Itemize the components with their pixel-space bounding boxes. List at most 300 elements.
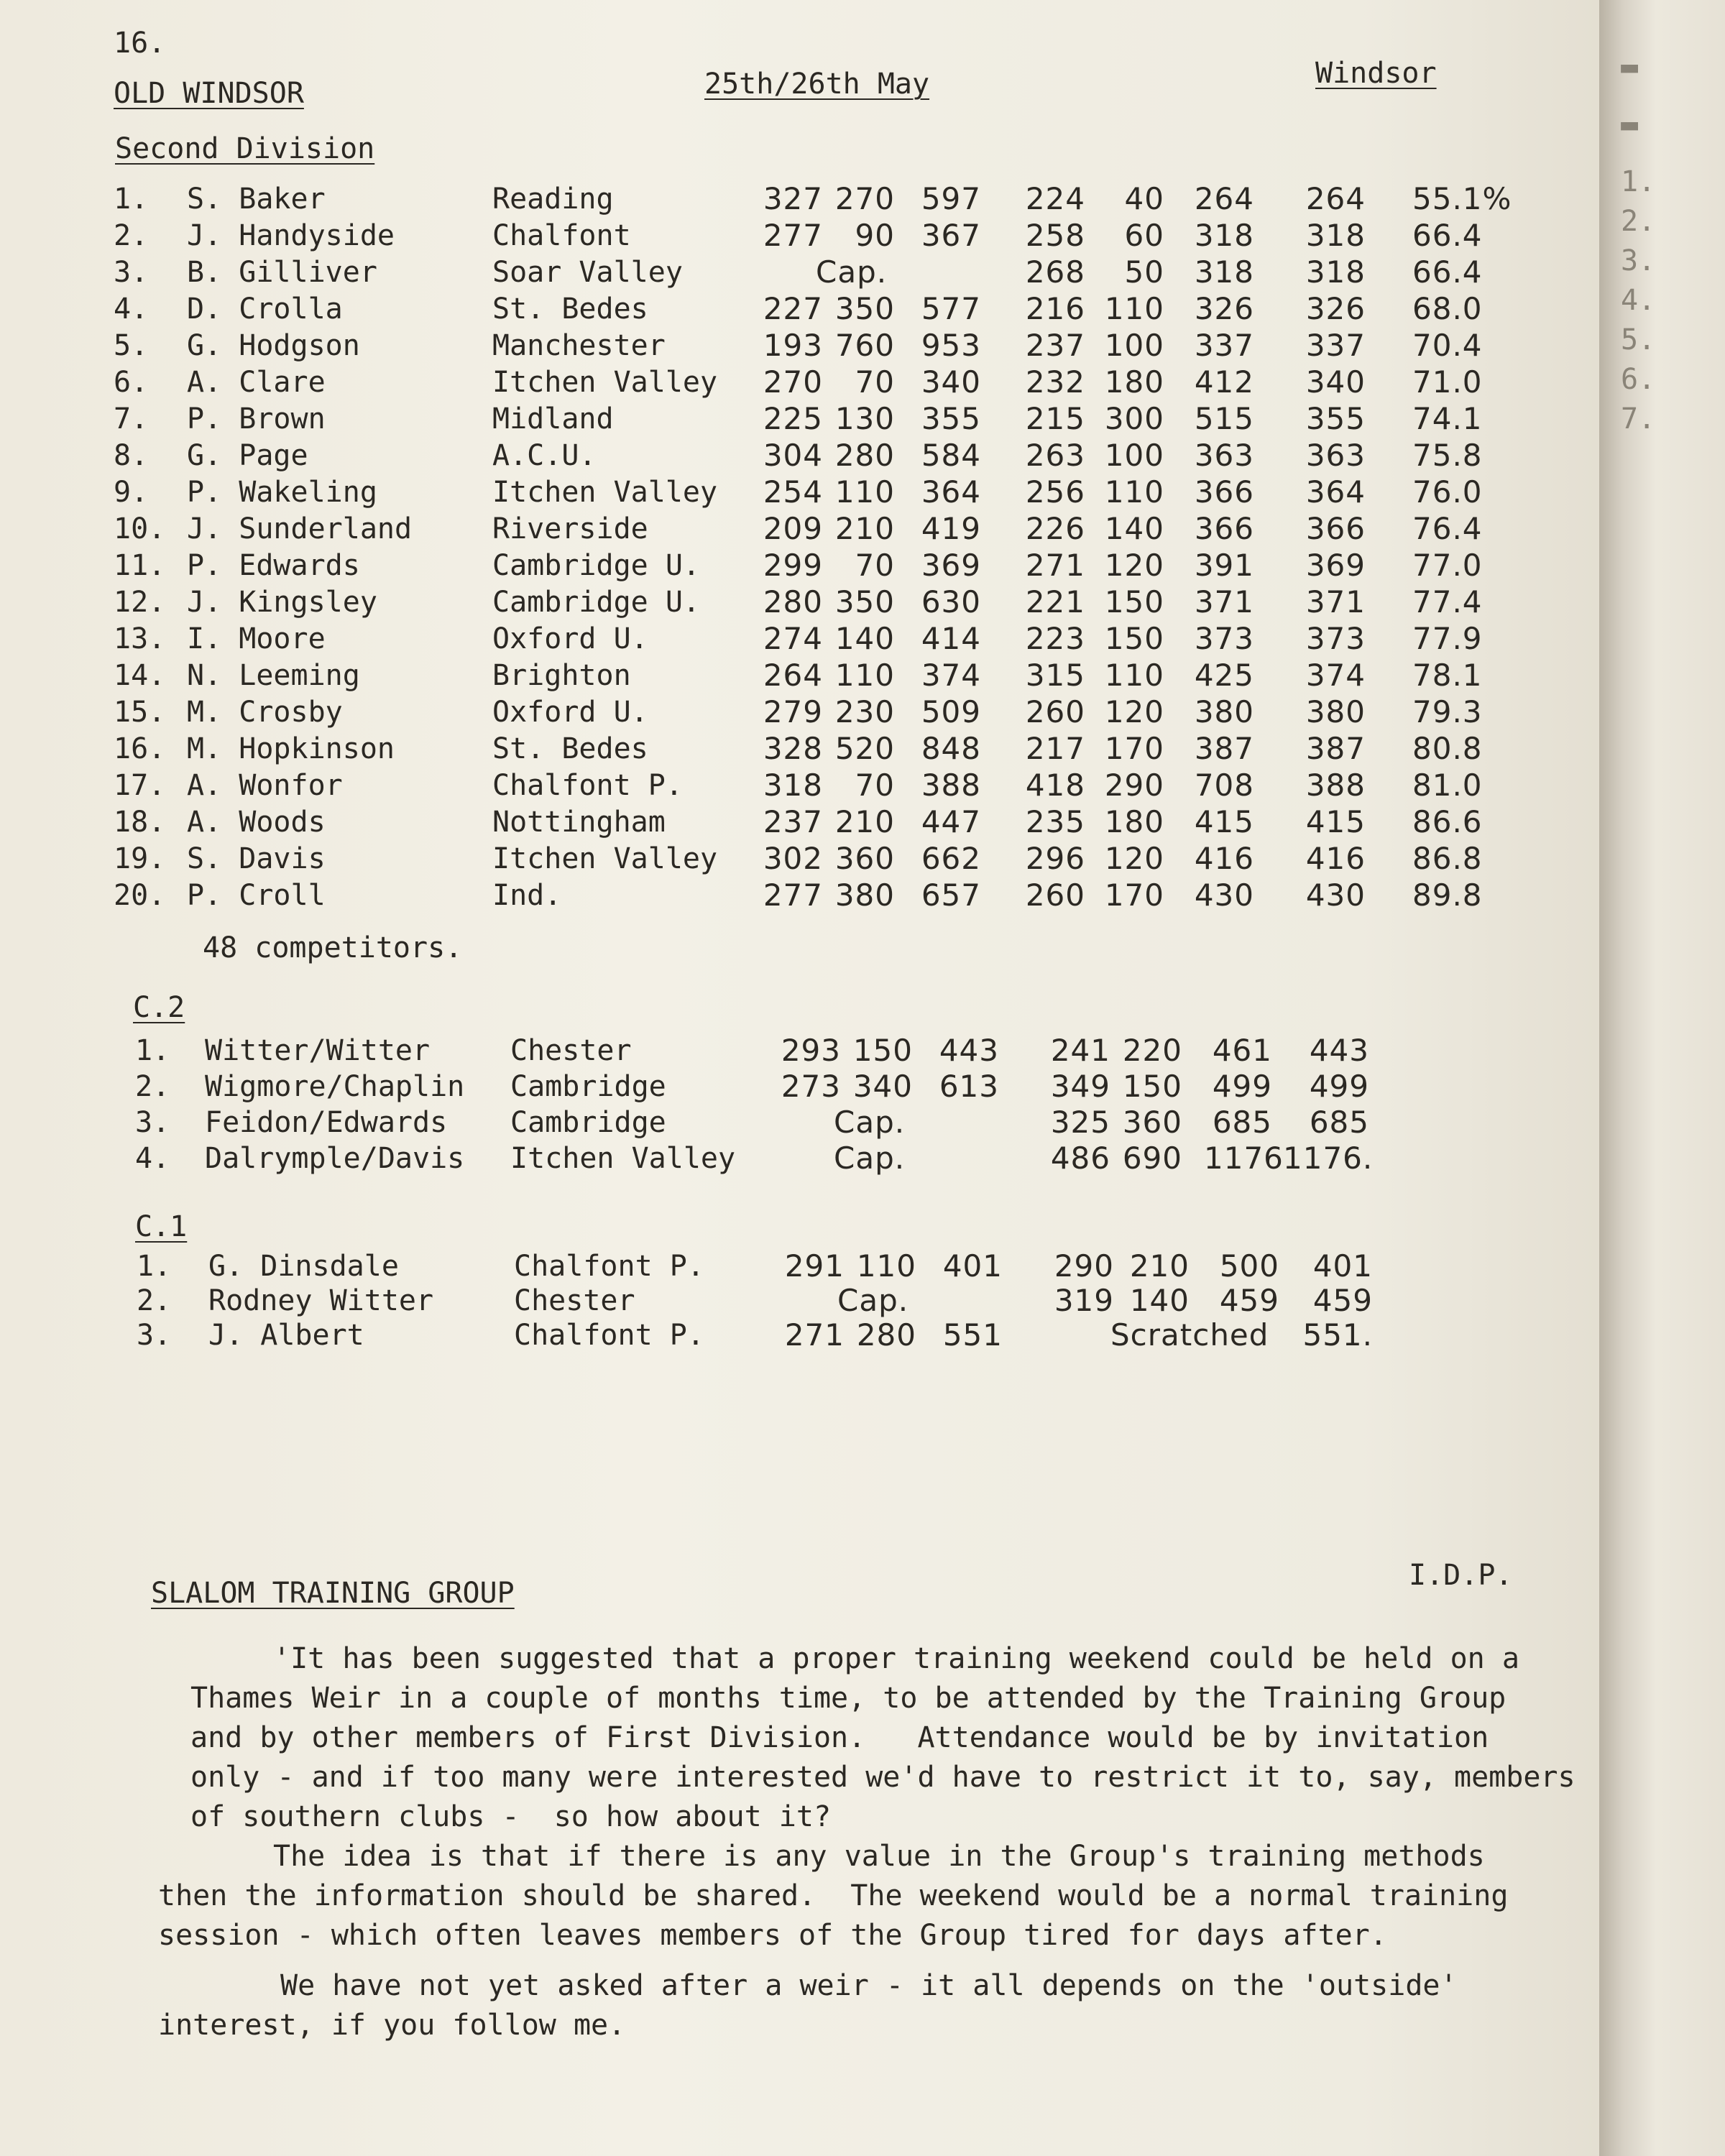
article-line: and by other members of First Division. Attendance would be by invitation: [190, 1721, 1489, 1754]
run2-penalty-cell: 220: [1122, 1033, 1182, 1068]
run1-total-cell: 953: [921, 328, 981, 363]
percentage-cell: 76.4: [1412, 511, 1483, 546]
run2-total-cell: 708: [1194, 768, 1254, 803]
run1-status-cell: Cap.: [834, 1141, 906, 1176]
run2-status-cell: Scratched: [1110, 1317, 1269, 1353]
competitor-name-cell: Feidon/Edwards: [205, 1106, 448, 1139]
run1-penalty-cell: 520: [834, 731, 895, 766]
run2-penalty-cell: 110: [1104, 658, 1164, 693]
run2-total-cell: 264: [1194, 181, 1254, 216]
run2-time-cell: 315: [1025, 658, 1085, 693]
competitor-name-cell: G. Page: [187, 439, 308, 472]
run1-penalty-cell: 280: [856, 1317, 916, 1353]
run1-penalty-cell: 90: [855, 218, 895, 253]
placing-cell: 6.: [114, 366, 149, 399]
competitor-name-cell: G. Dinsdale: [208, 1250, 399, 1283]
article-line: then the information should be shared. The weekend would be a normal training: [158, 1879, 1509, 1912]
best-score-cell: 401: [1312, 1248, 1373, 1284]
run1-time-cell: 291: [784, 1248, 845, 1284]
run1-total-cell: 447: [921, 804, 981, 839]
run1-total-cell: 401: [942, 1248, 1003, 1284]
run2-total-cell: 515: [1194, 401, 1254, 436]
run1-total-cell: 577: [921, 291, 981, 326]
run2-total-cell: 366: [1194, 474, 1254, 510]
placing-cell: 1.: [135, 1034, 170, 1067]
competitor-name-cell: Witter/Witter: [205, 1034, 431, 1067]
run2-penalty-cell: 150: [1104, 621, 1164, 656]
competitor-name-cell: P. Edwards: [187, 549, 360, 582]
placing-cell: 2.: [114, 219, 149, 252]
run2-penalty-cell: 110: [1104, 474, 1164, 510]
section-title-second-division: Second Division: [115, 132, 375, 165]
placing-cell: 15.: [114, 696, 166, 729]
run2-total-cell: 415: [1194, 804, 1254, 839]
run1-penalty-cell: 70: [855, 364, 895, 400]
placing-cell: 2.: [135, 1070, 170, 1103]
run2-penalty-cell: 150: [1104, 584, 1164, 619]
run1-total-cell: 848: [921, 731, 981, 766]
best-score-cell: 1176.: [1283, 1141, 1374, 1176]
run2-total-cell: 387: [1194, 731, 1254, 766]
competitor-name-cell: Dalrymple/Davis: [205, 1142, 465, 1175]
competitor-name-cell: M. Crosby: [187, 696, 343, 729]
club-cell: Midland: [492, 402, 614, 436]
run1-total-cell: 551: [942, 1317, 1003, 1353]
best-score-cell: 416: [1305, 841, 1366, 876]
competitor-name-cell: J. Handyside: [187, 219, 395, 252]
run2-time-cell: 232: [1025, 364, 1085, 400]
run2-penalty-cell: 180: [1104, 364, 1164, 400]
run2-time-cell: 271: [1025, 548, 1085, 583]
run2-time-cell: 290: [1054, 1248, 1114, 1284]
placing-cell: 16.: [114, 732, 166, 765]
placing-cell: 4.: [135, 1142, 170, 1175]
best-score-cell: 430: [1305, 877, 1366, 913]
run2-total-cell: 337: [1194, 328, 1254, 363]
best-score-cell: 374: [1305, 658, 1366, 693]
run2-total-cell: 371: [1194, 584, 1254, 619]
club-cell: Chalfont P.: [514, 1319, 704, 1352]
run1-total-cell: 657: [921, 877, 981, 913]
run1-total-cell: 597: [921, 181, 981, 216]
run1-time-cell: 302: [763, 841, 823, 876]
best-score-cell: 318: [1305, 254, 1366, 290]
placing-cell: 3.: [135, 1106, 170, 1139]
run2-time-cell: 223: [1025, 621, 1085, 656]
placing-cell: 2.: [137, 1284, 172, 1317]
best-score-cell: 364: [1305, 474, 1366, 510]
best-score-cell: 685: [1309, 1105, 1369, 1140]
run1-time-cell: 328: [763, 731, 823, 766]
run1-penalty-cell: 70: [855, 768, 895, 803]
run2-total-cell: 380: [1194, 694, 1254, 729]
run1-total-cell: 355: [921, 401, 981, 436]
run1-penalty-cell: 230: [834, 694, 895, 729]
run2-penalty-cell: 120: [1104, 841, 1164, 876]
run1-penalty-cell: 340: [852, 1069, 913, 1104]
percentage-cell: 66.4: [1412, 218, 1483, 253]
club-cell: Cambridge U.: [492, 586, 700, 619]
run2-time-cell: 263: [1025, 438, 1085, 473]
club-cell: Itchen Valley: [492, 476, 718, 509]
club-cell: Chalfont P.: [514, 1250, 704, 1283]
run1-time-cell: 225: [763, 401, 823, 436]
article-line: 'It has been suggested that a proper training weekend could be held on a: [273, 1642, 1519, 1675]
run2-total-cell: 391: [1194, 548, 1254, 583]
percentage-cell: 74.1: [1412, 401, 1483, 436]
run2-time-cell: 325: [1050, 1105, 1110, 1140]
run2-penalty-cell: 120: [1104, 548, 1164, 583]
run1-time-cell: 279: [763, 694, 823, 729]
section-title-c2: C.2: [133, 991, 185, 1024]
run2-penalty-cell: 60: [1124, 218, 1164, 253]
placing-cell: 11.: [114, 549, 166, 582]
run2-time-cell: 268: [1025, 254, 1085, 290]
run1-total-cell: 584: [921, 438, 981, 473]
placing-cell: 8.: [114, 439, 149, 472]
run1-penalty-cell: 150: [852, 1033, 913, 1068]
run1-time-cell: 227: [763, 291, 823, 326]
percentage-cell: 80.8: [1412, 731, 1483, 766]
run1-penalty-cell: 130: [834, 401, 895, 436]
run1-penalty-cell: 140: [834, 621, 895, 656]
article-line: The idea is that if there is any value in the Group's training methods: [273, 1840, 1485, 1873]
run2-total-cell: 318: [1194, 254, 1254, 290]
run2-penalty-cell: 170: [1104, 877, 1164, 913]
run2-time-cell: 349: [1050, 1069, 1110, 1104]
competitor-name-cell: G. Hodgson: [187, 329, 360, 362]
run2-time-cell: 260: [1025, 694, 1085, 729]
club-cell: St. Bedes: [492, 292, 648, 326]
competitor-count: 48 competitors.: [203, 931, 463, 964]
competitor-name-cell: P. Croll: [187, 879, 326, 912]
run1-total-cell: 419: [921, 511, 981, 546]
competitor-name-cell: D. Crolla: [187, 292, 343, 326]
page-number: 16.: [114, 27, 166, 60]
best-score-cell: 380: [1305, 694, 1366, 729]
run2-total-cell: 373: [1194, 621, 1254, 656]
placing-cell: 9.: [114, 476, 149, 509]
percentage-cell: 76.0: [1412, 474, 1483, 510]
run1-total-cell: 662: [921, 841, 981, 876]
best-score-cell: 355: [1305, 401, 1366, 436]
run1-time-cell: 270: [763, 364, 823, 400]
placing-cell: 5.: [114, 329, 149, 362]
placing-cell: 18.: [114, 806, 166, 839]
run2-penalty-cell: 300: [1104, 401, 1164, 436]
best-score-cell: 499: [1309, 1069, 1369, 1104]
placing-cell: 1.: [137, 1250, 172, 1283]
run1-total-cell: 374: [921, 658, 981, 693]
percentage-cell: 81.0: [1412, 768, 1483, 803]
run2-time-cell: 217: [1025, 731, 1085, 766]
run2-time-cell: 319: [1054, 1283, 1114, 1318]
run2-penalty-cell: 50: [1124, 254, 1164, 290]
placing-cell: 19.: [114, 842, 166, 875]
club-cell: Riverside: [492, 512, 648, 545]
run1-total-cell: 340: [921, 364, 981, 400]
run1-penalty-cell: 280: [834, 438, 895, 473]
run1-status-cell: Cap.: [834, 1105, 906, 1140]
header-venue: OLD WINDSOR: [114, 77, 304, 110]
run2-time-cell: 226: [1025, 511, 1085, 546]
run2-penalty-cell: 120: [1104, 694, 1164, 729]
placing-cell: 20.: [114, 879, 166, 912]
run1-time-cell: 280: [763, 584, 823, 619]
placing-cell: 12.: [114, 586, 166, 619]
club-cell: Itchen Valley: [510, 1142, 736, 1175]
run2-time-cell: 235: [1025, 804, 1085, 839]
run2-total-cell: 326: [1194, 291, 1254, 326]
run1-total-cell: 369: [921, 548, 981, 583]
run1-time-cell: 293: [781, 1033, 841, 1068]
club-cell: Ind.: [492, 879, 562, 912]
run2-time-cell: 241: [1050, 1033, 1110, 1068]
best-score-cell: 387: [1305, 731, 1366, 766]
percentage-cell: 77.9: [1412, 621, 1483, 656]
article-line: only - and if too many were interested we'd have to restrict it to, say, members: [190, 1761, 1576, 1794]
facing-page-edge: ▬ ▬ 1. 2. 3. 4. 5. 6. 7.: [1599, 0, 1725, 2156]
placing-cell: 3.: [137, 1319, 172, 1352]
run2-total-cell: 366: [1194, 511, 1254, 546]
run2-time-cell: 215: [1025, 401, 1085, 436]
best-score-cell: 551.: [1302, 1317, 1373, 1353]
run1-time-cell: 304: [763, 438, 823, 473]
run1-time-cell: 209: [763, 511, 823, 546]
header-date: 25th/26th May: [704, 68, 930, 101]
run1-penalty-cell: 210: [834, 804, 895, 839]
run2-time-cell: 221: [1025, 584, 1085, 619]
club-cell: Soar Valley: [492, 256, 683, 289]
placing-cell: 4.: [114, 292, 149, 326]
run2-penalty-cell: 40: [1124, 181, 1164, 216]
percentage-cell: 86.8: [1412, 841, 1483, 876]
run1-penalty-cell: 70: [855, 548, 895, 583]
run1-penalty-cell: 350: [834, 291, 895, 326]
competitor-name-cell: J. Sunderland: [187, 512, 413, 545]
run2-penalty-cell: 210: [1129, 1248, 1190, 1284]
competitor-name-cell: Wigmore/Chaplin: [205, 1070, 465, 1103]
competitor-name-cell: P. Wakeling: [187, 476, 377, 509]
run2-total-cell: 425: [1194, 658, 1254, 693]
competitor-name-cell: J. Albert: [208, 1319, 364, 1352]
run1-time-cell: 274: [763, 621, 823, 656]
best-score-cell: 318: [1305, 218, 1366, 253]
percentage-cell: 77.0: [1412, 548, 1483, 583]
run1-time-cell: 277: [763, 877, 823, 913]
run2-time-cell: 486: [1050, 1141, 1110, 1176]
best-score-cell: 388: [1305, 768, 1366, 803]
club-cell: Itchen Valley: [492, 842, 718, 875]
run2-total-cell: 459: [1219, 1283, 1279, 1318]
article-author: I.D.P.: [1409, 1559, 1513, 1592]
run1-total-cell: 388: [921, 768, 981, 803]
club-cell: Reading: [492, 183, 614, 216]
competitor-name-cell: N. Leeming: [187, 659, 360, 692]
percentage-cell: 66.4: [1412, 254, 1483, 290]
club-cell: Oxford U.: [492, 622, 648, 655]
header-location: Windsor: [1315, 57, 1437, 90]
percentage-cell: 79.3: [1412, 694, 1483, 729]
competitor-name-cell: A. Woods: [187, 806, 326, 839]
run1-time-cell: 273: [781, 1069, 841, 1104]
article-line: session - which often leaves members of the Group tired for days after.: [158, 1919, 1387, 1952]
run2-penalty-cell: 170: [1104, 731, 1164, 766]
placing-cell: 3.: [114, 256, 149, 289]
competitor-name-cell: B. Gilliver: [187, 256, 377, 289]
competitor-name-cell: P. Brown: [187, 402, 326, 436]
run2-total-cell: 318: [1194, 218, 1254, 253]
run2-penalty-cell: 290: [1104, 768, 1164, 803]
percentage-cell: 86.6: [1412, 804, 1483, 839]
run2-total-cell: 1176: [1204, 1141, 1284, 1176]
run1-time-cell: 271: [784, 1317, 845, 1353]
run1-penalty-cell: 380: [834, 877, 895, 913]
article-line: of southern clubs - so how about it?: [190, 1800, 832, 1833]
article-line: interest, if you follow me.: [158, 2009, 626, 2042]
percentage-cell: 78.1: [1412, 658, 1483, 693]
run2-total-cell: 416: [1194, 841, 1254, 876]
run1-penalty-cell: 210: [834, 511, 895, 546]
article-line: Thames Weir in a couple of months time, to be attended by the Training Group: [190, 1682, 1506, 1715]
article-line: We have not yet asked after a weir - it all depends on the 'outside': [280, 1969, 1458, 2002]
run2-time-cell: 224: [1025, 181, 1085, 216]
run1-penalty-cell: 110: [834, 474, 895, 510]
club-cell: A.C.U.: [492, 439, 597, 472]
run2-total-cell: 412: [1194, 364, 1254, 400]
run2-total-cell: 499: [1212, 1069, 1272, 1104]
run2-time-cell: 418: [1025, 768, 1085, 803]
placing-cell: 10.: [114, 512, 166, 545]
run2-time-cell: 216: [1025, 291, 1085, 326]
club-cell: St. Bedes: [492, 732, 648, 765]
club-cell: Chalfont: [492, 219, 631, 252]
club-cell: Brighton: [492, 659, 631, 692]
run2-penalty-cell: 110: [1104, 291, 1164, 326]
run1-time-cell: 277: [763, 218, 823, 253]
run1-status-cell: Cap.: [816, 254, 888, 290]
run2-penalty-cell: 150: [1122, 1069, 1182, 1104]
best-score-cell: 264: [1305, 181, 1366, 216]
run1-total-cell: 613: [939, 1069, 999, 1104]
run1-time-cell: 193: [763, 328, 823, 363]
run1-status-cell: Cap.: [837, 1283, 909, 1318]
section-title-c1: C.1: [135, 1210, 188, 1243]
run2-total-cell: 363: [1194, 438, 1254, 473]
best-score-cell: 459: [1312, 1283, 1373, 1318]
run2-penalty-cell: 180: [1104, 804, 1164, 839]
placing-cell: 13.: [114, 622, 166, 655]
run1-time-cell: 254: [763, 474, 823, 510]
club-cell: Cambridge: [510, 1106, 666, 1139]
club-cell: Nottingham: [492, 806, 666, 839]
competitor-name-cell: Rodney Witter: [208, 1284, 434, 1317]
best-score-cell: 326: [1305, 291, 1366, 326]
best-score-cell: 340: [1305, 364, 1366, 400]
club-cell: Chester: [514, 1284, 635, 1317]
run1-total-cell: 367: [921, 218, 981, 253]
best-score-cell: 373: [1305, 621, 1366, 656]
run1-penalty-cell: 360: [834, 841, 895, 876]
run2-time-cell: 256: [1025, 474, 1085, 510]
best-score-cell: 366: [1305, 511, 1366, 546]
best-score-cell: 363: [1305, 438, 1366, 473]
club-cell: Itchen Valley: [492, 366, 718, 399]
percentage-cell: 68.0: [1412, 291, 1483, 326]
club-cell: Cambridge U.: [492, 549, 700, 582]
run1-total-cell: 364: [921, 474, 981, 510]
run2-penalty-cell: 100: [1104, 438, 1164, 473]
placing-cell: 17.: [114, 769, 166, 802]
competitor-name-cell: A. Clare: [187, 366, 326, 399]
run1-penalty-cell: 110: [834, 658, 895, 693]
competitor-name-cell: I. Moore: [187, 622, 326, 655]
run2-total-cell: 461: [1212, 1033, 1272, 1068]
competitor-name-cell: J. Kingsley: [187, 586, 377, 619]
run2-penalty-cell: 100: [1104, 328, 1164, 363]
run2-penalty-cell: 360: [1122, 1105, 1182, 1140]
best-score-cell: 371: [1305, 584, 1366, 619]
competitor-name-cell: M. Hopkinson: [187, 732, 395, 765]
run1-penalty-cell: 760: [834, 328, 895, 363]
run2-time-cell: 237: [1025, 328, 1085, 363]
best-score-cell: 369: [1305, 548, 1366, 583]
best-score-cell: 443: [1309, 1033, 1369, 1068]
club-cell: Chester: [510, 1034, 632, 1067]
percentage-cell: 89.8: [1412, 877, 1483, 913]
run1-penalty-cell: 270: [834, 181, 895, 216]
percentage-cell: 75.8: [1412, 438, 1483, 473]
club-cell: Oxford U.: [492, 696, 648, 729]
percentage-cell: 55.1%: [1412, 181, 1512, 216]
run2-time-cell: 260: [1025, 877, 1085, 913]
club-cell: Cambridge: [510, 1070, 666, 1103]
run2-penalty-cell: 140: [1104, 511, 1164, 546]
percentage-cell: 70.4: [1412, 328, 1483, 363]
competitor-name-cell: A. Wonfor: [187, 769, 343, 802]
run2-time-cell: 296: [1025, 841, 1085, 876]
best-score-cell: 337: [1305, 328, 1366, 363]
run1-total-cell: 630: [921, 584, 981, 619]
article-title: SLALOM TRAINING GROUP: [151, 1577, 515, 1610]
run1-total-cell: 443: [939, 1033, 999, 1068]
run2-time-cell: 258: [1025, 218, 1085, 253]
placing-cell: 1.: [114, 183, 149, 216]
run1-time-cell: 299: [763, 548, 823, 583]
best-score-cell: 415: [1305, 804, 1366, 839]
percentage-cell: 77.4: [1412, 584, 1483, 619]
run2-total-cell: 430: [1194, 877, 1254, 913]
run1-total-cell: 509: [921, 694, 981, 729]
run1-penalty-cell: 110: [856, 1248, 916, 1284]
placing-cell: 14.: [114, 659, 166, 692]
run2-total-cell: 685: [1212, 1105, 1272, 1140]
club-cell: Manchester: [492, 329, 666, 362]
run2-total-cell: 500: [1219, 1248, 1279, 1284]
run2-penalty-cell: 140: [1129, 1283, 1190, 1318]
run1-time-cell: 237: [763, 804, 823, 839]
competitor-name-cell: S. Baker: [187, 183, 326, 216]
run1-time-cell: 327: [763, 181, 823, 216]
placing-cell: 7.: [114, 402, 149, 436]
run2-penalty-cell: 690: [1122, 1141, 1182, 1176]
competitor-name-cell: S. Davis: [187, 842, 326, 875]
club-cell: Chalfont P.: [492, 769, 683, 802]
run1-time-cell: 318: [763, 768, 823, 803]
percentage-cell: 71.0: [1412, 364, 1483, 400]
run1-time-cell: 264: [763, 658, 823, 693]
run1-penalty-cell: 350: [834, 584, 895, 619]
